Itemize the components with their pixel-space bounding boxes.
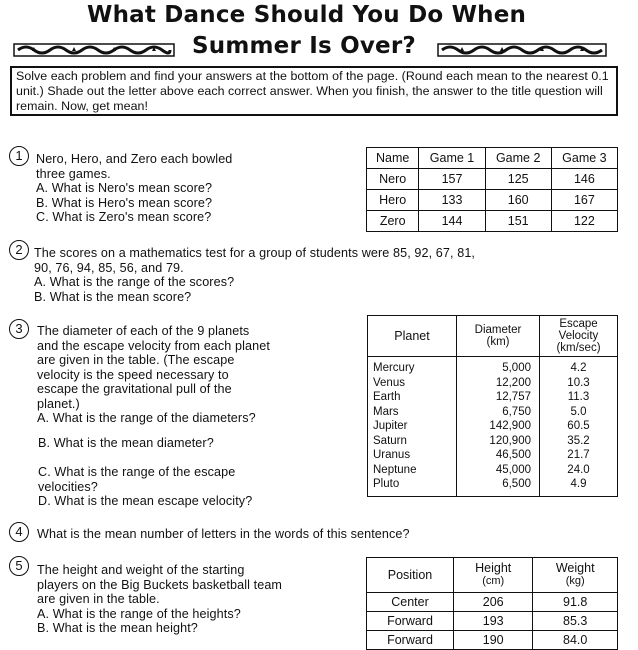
instructions-box: Solve each problem and find your answers at the bottom of the page. (Round each mean to the nearest 0.1 unit.) Shade out the letter above each correct answer. When you finish, the answer to the title question will remain. Now, get mean! — [10, 66, 618, 116]
question-3b: B. What is the mean diameter? — [38, 436, 214, 450]
players-table-clip — [366, 557, 618, 647]
table-row: Saturn 120,900 35.2 — [368, 434, 618, 449]
table-row: Zero 144 151 122 — [367, 211, 618, 232]
question-3c: C. What is the range of the escape velocities? D. What is the mean escape velocity? — [38, 465, 253, 508]
table-row: Nero 157 125 146 — [367, 169, 618, 190]
table-row: Neptune 45,000 24.0 — [368, 463, 618, 478]
question-3-number: 3 — [9, 319, 29, 339]
question-5-text: The height and weight of the starting players on the Big Buckets basketball team are given in the table. A. What is the range of the heights? B. What is the mean height? — [37, 563, 283, 635]
table-header: Height (cm) — [454, 558, 533, 593]
table-row: Jupiter 142,900 60.5 — [368, 419, 618, 434]
table-row: Forward 190 84.0 — [367, 631, 618, 650]
table-header: Position — [367, 558, 454, 593]
planets-table — [367, 315, 618, 497]
table-row: Mars 6,750 5.0 — [368, 405, 618, 420]
table-row: Earth 12,757 11.3 — [368, 390, 618, 405]
left-banner-ornament — [14, 42, 174, 58]
players-table — [366, 557, 618, 650]
table-header: Escape Velocity (km/sec) — [540, 316, 618, 357]
table-header: Planet — [368, 316, 457, 357]
table-row: Center 206 91.8 — [367, 593, 618, 612]
question-1-text: Nero, Hero, and Zero each bowled three games. A. What is Nero's mean score? B. What is Hero's mean score? C. What is Zero's mean score? — [36, 152, 233, 224]
table-row: Uranus 46,500 21.7 — [368, 448, 618, 463]
table-row: Forward 193 85.3 — [367, 612, 618, 631]
question-3-text: The diameter of each of the 9 planets and the escape velocity from each planet are given in the table. (The escape velocity is the speed necessary to escape the gravitational pull of the planet.) A. What is the range of the diameters? — [37, 324, 270, 425]
table-header: Game 2 — [485, 148, 551, 169]
table-header: Name — [367, 148, 419, 169]
question-1-number: 1 — [9, 146, 29, 166]
table-row: Pluto 6,500 4.9 — [368, 477, 618, 496]
page-title-line1: What Dance Should You Do When — [87, 2, 527, 28]
table-header: Game 3 — [551, 148, 617, 169]
bowling-scores-table — [366, 147, 618, 232]
table-header: Diameter (km) — [457, 316, 540, 357]
question-5-number: 5 — [9, 556, 29, 576]
table-header: Game 1 — [419, 148, 485, 169]
question-2-number: 2 — [9, 240, 29, 260]
question-4-text: What is the mean number of letters in the words of this sentence? — [37, 527, 410, 541]
right-banner-ornament — [438, 42, 606, 58]
table-header: Weight (kg) — [533, 558, 618, 593]
page-title-line2: Summer Is Over? — [192, 33, 416, 59]
question-4-number: 4 — [9, 522, 29, 542]
table-row: Venus 12,200 10.3 — [368, 376, 618, 391]
table-row: Hero 133 160 167 — [367, 190, 618, 211]
table-row: Mercury 5,000 4.2 — [368, 357, 618, 376]
question-2-text: The scores on a mathematics test for a group of students were 85, 92, 67, 81, 90, 76, 94, 85, 56, and 79. A. What is the range of the scores? B. What is the mean score? — [34, 246, 476, 304]
